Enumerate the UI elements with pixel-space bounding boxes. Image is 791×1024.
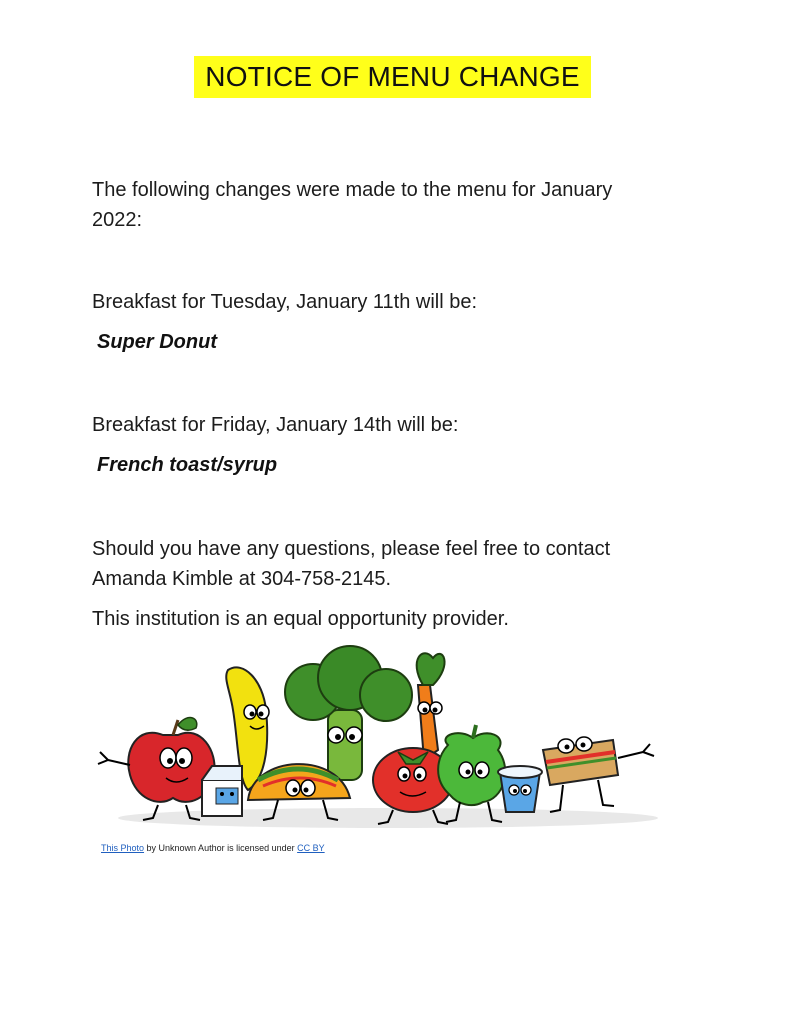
equal-opportunity-statement: This institution is an equal opportunity provider. xyxy=(92,608,509,630)
photo-link[interactable]: This Photo xyxy=(101,843,145,853)
milk-carton-character xyxy=(202,766,242,816)
apple-character xyxy=(98,718,215,820)
page-title: NOTICE OF MENU CHANGE xyxy=(194,56,591,98)
cartoon-food-characters-icon xyxy=(88,640,678,840)
pepper-character xyxy=(438,725,505,822)
license-link[interactable]: CC BY xyxy=(297,843,325,853)
change-heading-tuesday: Breakfast for Tuesday, January 11th will be: xyxy=(92,291,478,313)
contact-text-line-1: Should you have any questions, please feel free to contact xyxy=(92,538,611,560)
menu-item-french-toast: French toast/syrup xyxy=(97,454,278,476)
intro-text-line-1: The following changes were made to the menu for January xyxy=(92,179,613,201)
yogurt-cup-character xyxy=(498,766,542,812)
image-credit xyxy=(101,842,325,854)
change-heading-friday: Breakfast for Friday, January 14th will be: xyxy=(92,414,459,436)
contact-text-line-2: Amanda Kimble at 304-758-2145. xyxy=(92,568,392,590)
menu-item-super-donut: Super Donut xyxy=(97,331,217,353)
credit-text: by Unknown Author is licensed under xyxy=(144,843,298,853)
intro-text-line-2: 2022: xyxy=(92,209,143,231)
sandwich-character xyxy=(543,737,654,812)
carrot-character xyxy=(417,653,445,760)
